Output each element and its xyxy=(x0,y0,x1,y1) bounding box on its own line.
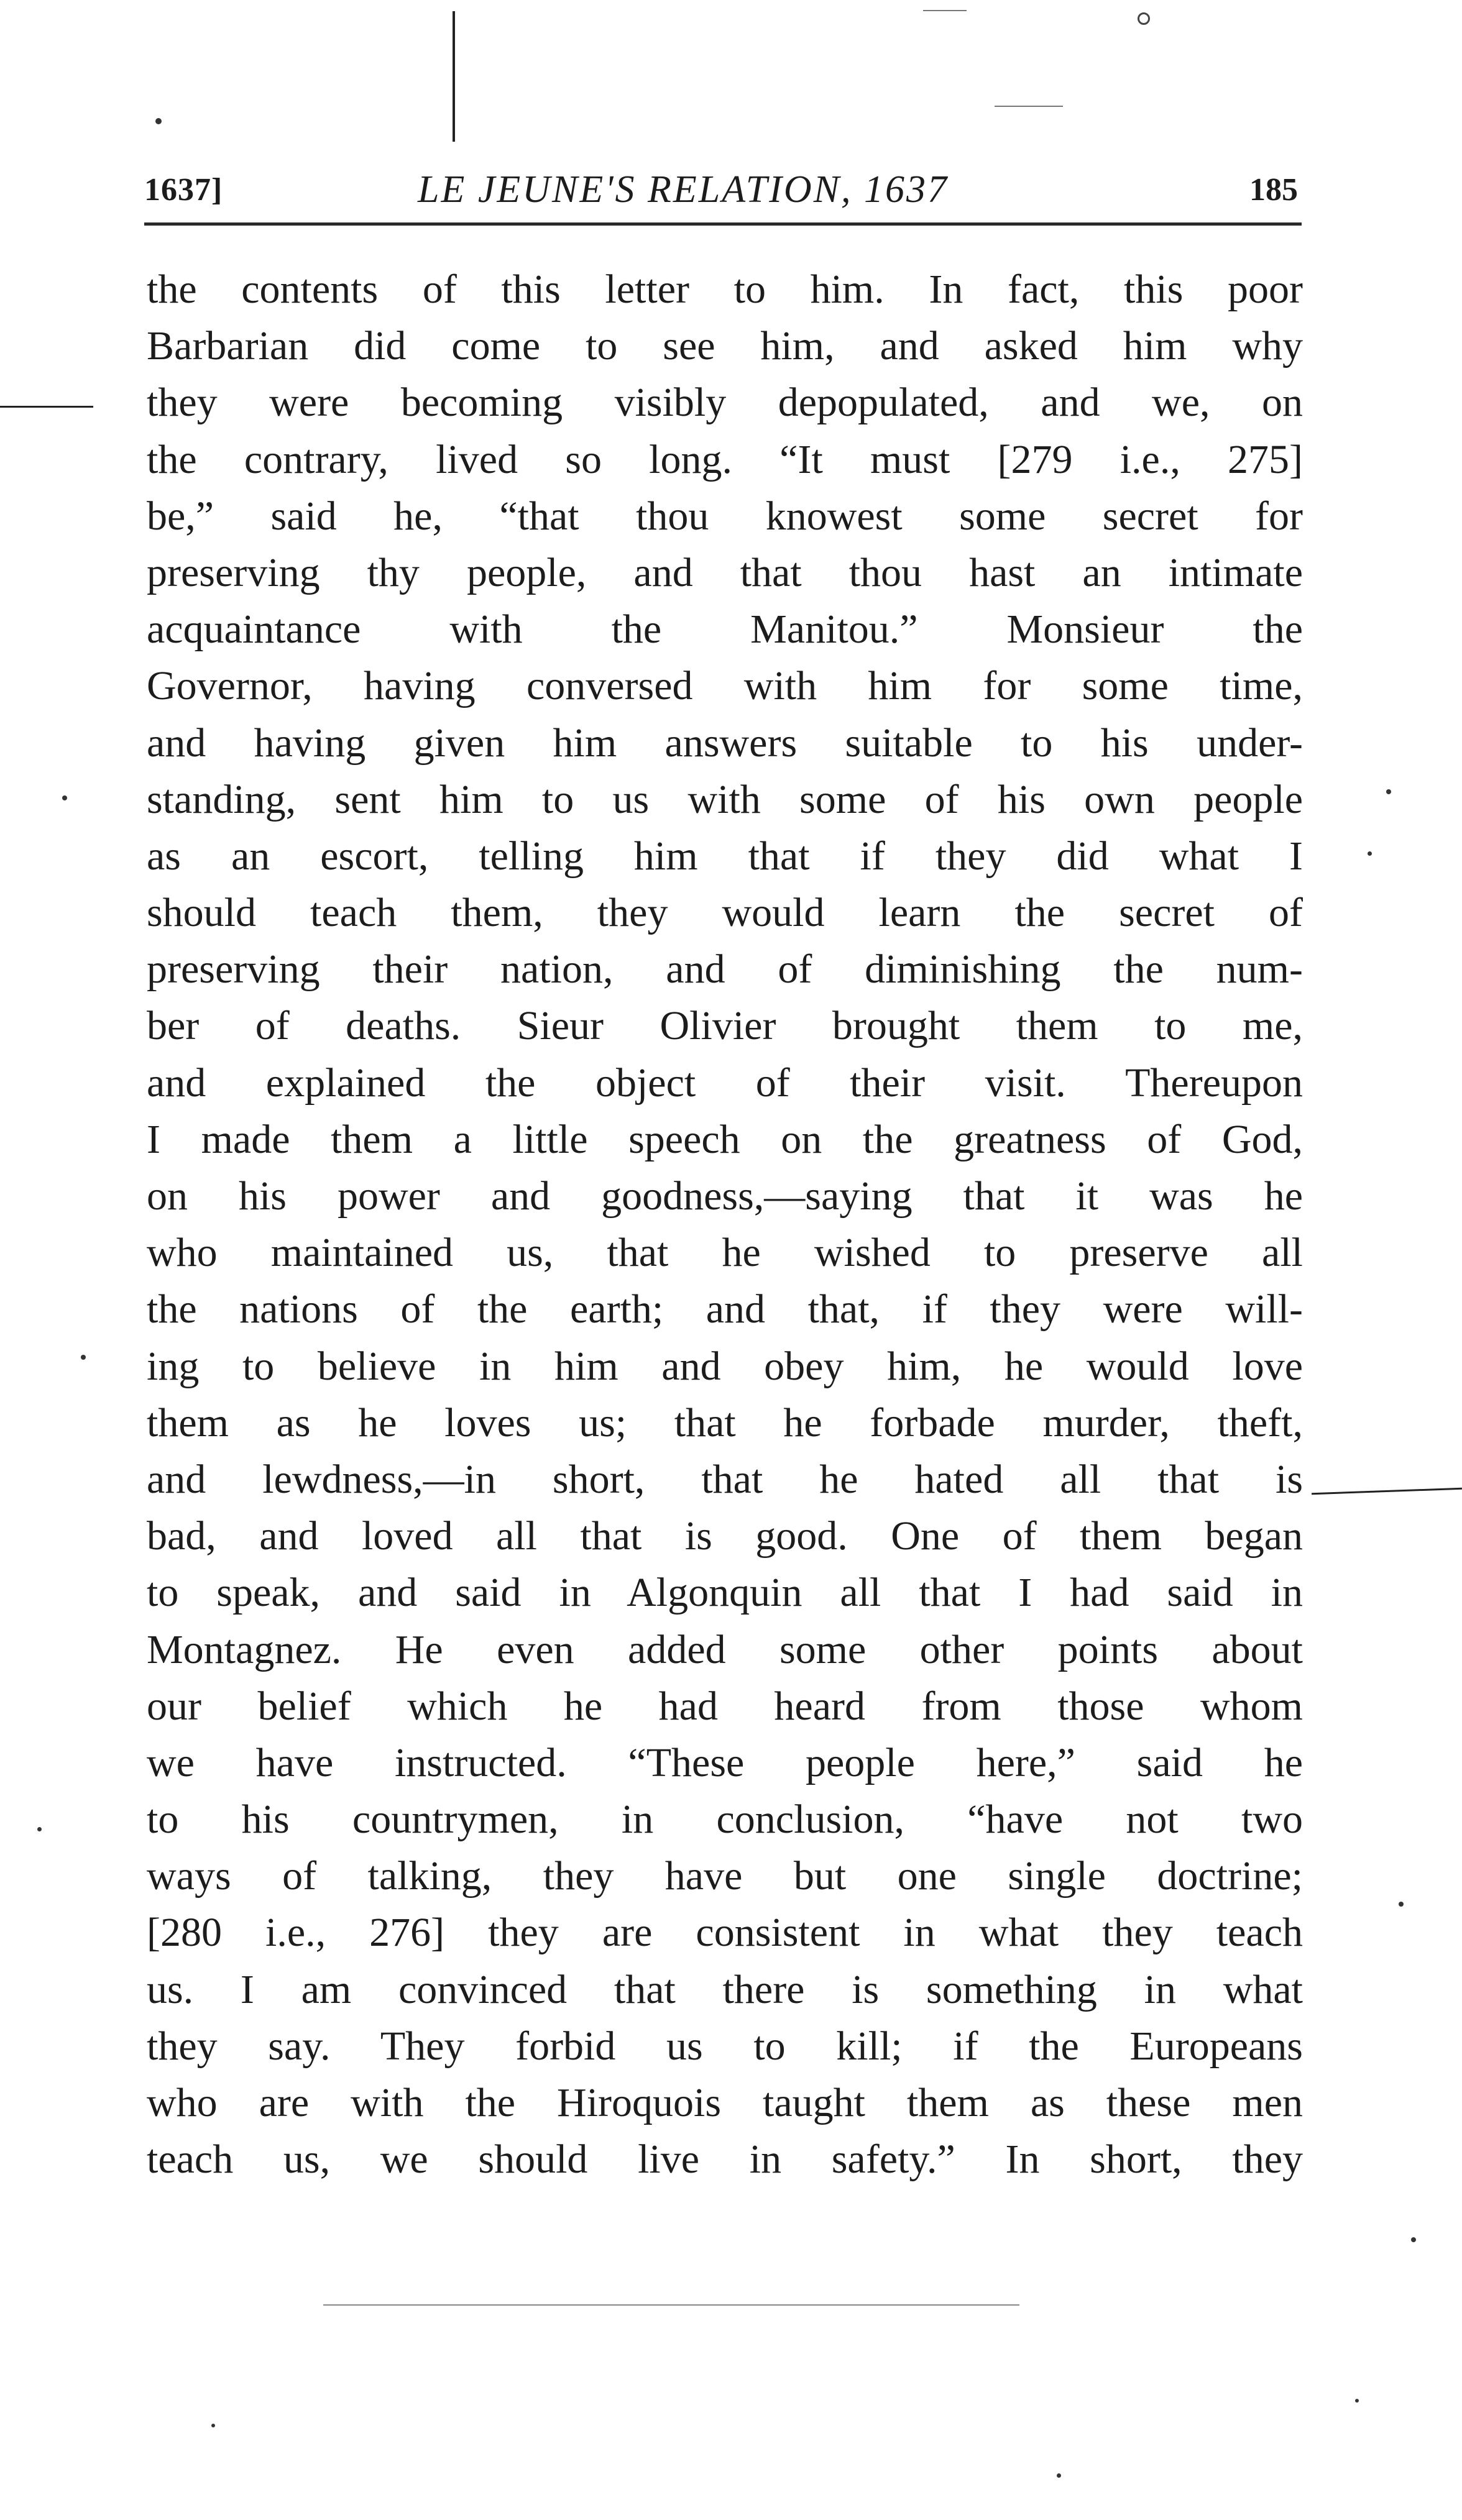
text-line: to his countrymen, in conclusion, “have not two xyxy=(147,1797,1303,1843)
scan-speck xyxy=(62,795,67,800)
text-line: and having given him answers suitable to his under- xyxy=(147,720,1303,766)
page-number: 185 xyxy=(1249,172,1298,208)
running-head-year: 1637] xyxy=(144,172,223,208)
text-line: acquaintance with the Manitou.” Monsieur the xyxy=(147,607,1303,653)
text-line: as an escort, telling him that if they did what I xyxy=(147,833,1303,879)
running-head-title: LE JEUNE'S RELATION, 1637 xyxy=(418,168,949,211)
text-line: Barbarian did come to see him, and asked him why xyxy=(147,323,1303,369)
text-line: ways of talking, they have but one single doctrine; xyxy=(147,1853,1303,1899)
text-line: I made them a little speech on the greatness of God, xyxy=(147,1116,1303,1162)
text-line: we have instructed. “These people here,” said he xyxy=(147,1739,1303,1785)
text-line: teach us, we should live in safety.” In short, they xyxy=(147,2137,1303,2183)
scan-mark xyxy=(453,11,455,142)
scan-mark xyxy=(923,10,967,11)
scan-mark xyxy=(995,106,1063,107)
text-line: preserving their nation, and of diminishing the num- xyxy=(147,946,1303,992)
body-text xyxy=(147,261,1303,2188)
text-line: be,” said he, “that thou knowest some secret for xyxy=(147,493,1303,539)
scan-speck xyxy=(1386,789,1391,794)
text-line: standing, sent him to us with some of his own people xyxy=(147,776,1303,822)
text-line: the contrary, lived so long. “It must [279 i.e., 275] xyxy=(147,436,1303,482)
scan-speck xyxy=(37,1827,42,1831)
text-line: [280 i.e., 276] they are consistent in what they teach xyxy=(147,1910,1303,1956)
text-line: and explained the object of their visit. Thereupon xyxy=(147,1060,1303,1106)
text-line: preserving thy people, and that thou hast an intimate xyxy=(147,549,1303,595)
text-line: the nations of the earth; and that, if they were will- xyxy=(147,1286,1303,1332)
scan-speck xyxy=(1057,2473,1061,2478)
scan-speck xyxy=(1138,12,1150,25)
scan-speck xyxy=(155,118,162,124)
text-line: the contents of this letter to him. In fact, this poor xyxy=(147,267,1303,312)
scan-mark xyxy=(323,2304,1019,2306)
text-line: them as he loves us; that he forbade murder, theft, xyxy=(147,1400,1303,1446)
text-line: our belief which he had heard from those whom xyxy=(147,1683,1303,1729)
text-line: Governor, having conversed with him for some time, xyxy=(147,663,1303,709)
text-line: who are with the Hiroquois taught them as these men xyxy=(147,2080,1303,2125)
text-line: ber of deaths. Sieur Olivier brought them to me, xyxy=(147,1003,1303,1049)
scan-speck xyxy=(211,2424,215,2427)
scan-speck xyxy=(1399,1902,1404,1907)
scan-speck xyxy=(1355,2399,1359,2403)
text-line: us. I am convinced that there is something in what xyxy=(147,1966,1303,2012)
text-line: to speak, and said in Algonquin all that I had said in xyxy=(147,1570,1303,1616)
text-line: should teach them, they would learn the secret of xyxy=(147,890,1303,936)
text-line: bad, and loved all that is good. One of them began xyxy=(147,1513,1303,1559)
text-line: they were becoming visibly depopulated, and we, on xyxy=(147,380,1303,426)
text-line: and lewdness,—in short, that he hated all that is xyxy=(147,1456,1303,1502)
text-line: who maintained us, that he wished to preserve all xyxy=(147,1230,1303,1276)
scan-speck xyxy=(81,1355,86,1360)
scan-mark xyxy=(0,406,93,408)
text-line: they say. They forbid us to kill; if the Europeans xyxy=(147,2023,1303,2069)
scan-speck xyxy=(1368,851,1372,856)
text-line: on his power and goodness,—saying that it was he xyxy=(147,1173,1303,1219)
scan-mark xyxy=(1312,1488,1462,1495)
header-rule xyxy=(144,222,1302,226)
running-head xyxy=(144,163,1298,213)
text-line: ing to believe in him and obey him, he would love xyxy=(147,1343,1303,1389)
text-line: Montagnez. He even added some other points about xyxy=(147,1626,1303,1672)
scan-speck xyxy=(1411,2237,1416,2242)
